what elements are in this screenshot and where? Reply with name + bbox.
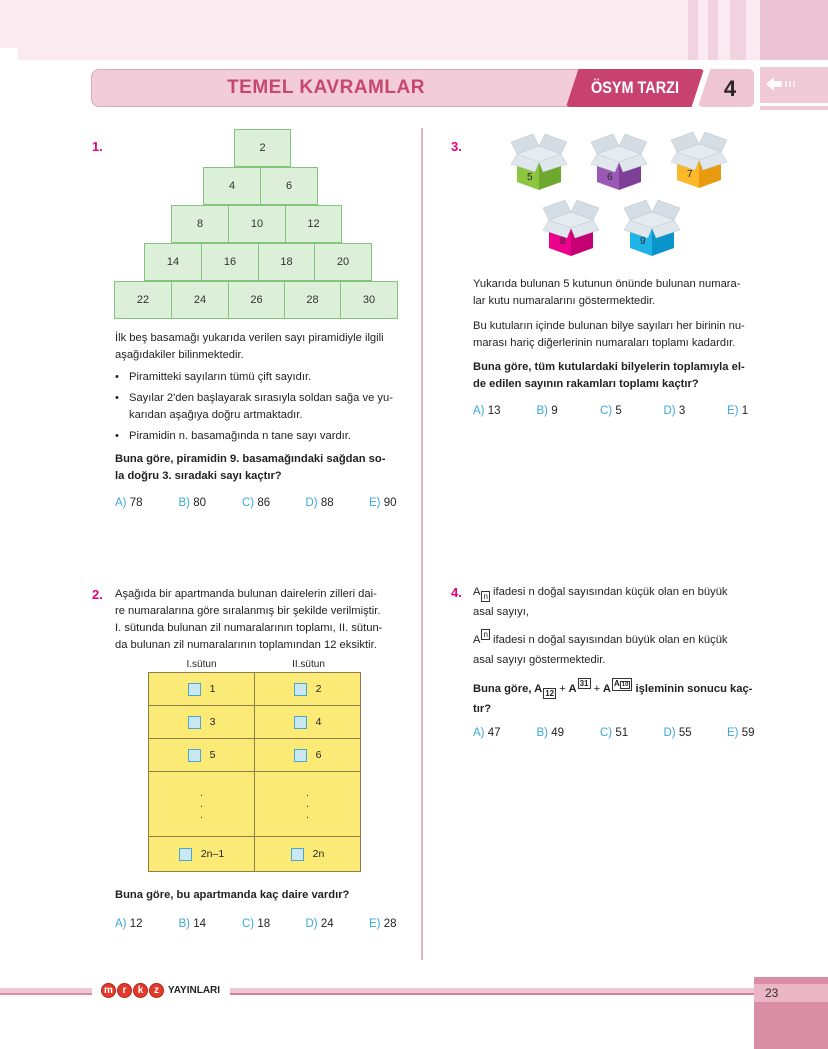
- doorbell-icon: [179, 848, 192, 861]
- choice-d[interactable]: D) 3: [663, 405, 686, 417]
- top-decoration-band: [0, 0, 828, 60]
- table-cell: 6: [255, 739, 360, 771]
- box-number: 9: [640, 236, 646, 247]
- box-icon: [509, 128, 569, 192]
- column-header-1: I.sütun: [186, 659, 217, 670]
- doorbell-icon: [294, 683, 307, 696]
- doorbell-table: [148, 672, 361, 872]
- question-number: 1.: [92, 139, 103, 154]
- pyramid-cell: 18: [258, 243, 315, 281]
- test-number: 4: [723, 76, 737, 101]
- doorbell-icon: [188, 749, 201, 762]
- choice-c[interactable]: C) 86: [242, 497, 271, 509]
- text-line: asal sayıyı göstermektedir.: [473, 654, 606, 666]
- pyramid-cell: 6: [260, 167, 318, 205]
- table-row: [149, 673, 360, 706]
- choice-b[interactable]: B) 14: [178, 918, 206, 930]
- vertical-ellipsis: . . .: [200, 787, 203, 821]
- pyramid-cell: 4: [203, 167, 261, 205]
- table-cell: 2: [255, 673, 360, 705]
- choice-e[interactable]: E) 90: [369, 497, 397, 509]
- top-decoration-stripe: [730, 0, 746, 60]
- fact-item: • Piramitteki sayıların tümü çift sayıdır.: [115, 369, 405, 386]
- choice-e[interactable]: E) 1: [727, 405, 749, 417]
- question-1-choices: [115, 497, 433, 509]
- pyramid-cell: 30: [340, 281, 398, 319]
- text-line: lar kutu numaralarını göstermektedir.: [473, 295, 656, 307]
- question-2-choices: [115, 918, 433, 930]
- choice-a[interactable]: A) 12: [115, 918, 143, 930]
- question-number: 2.: [92, 587, 103, 602]
- question-4-definition-2: [473, 629, 763, 670]
- choice-c[interactable]: C) 18: [242, 918, 271, 930]
- question-number: 4.: [451, 585, 462, 600]
- question-number: 3.: [451, 139, 462, 154]
- box-icon: [589, 128, 649, 192]
- text-line: Aşağıda bir apartmanda bulunan dairelerin zilleri dai-: [115, 588, 377, 600]
- pyramid-cell: 28: [284, 281, 341, 319]
- table-cell: 2n: [255, 837, 360, 871]
- pyramid-cell: 20: [314, 243, 372, 281]
- question-4-choices: [473, 727, 791, 739]
- style-tab-label: ÖSYM TARZI: [590, 78, 680, 97]
- choice-c[interactable]: C) 51: [600, 727, 629, 739]
- top-decoration-stripe: [708, 0, 718, 60]
- footer-rule-left: [0, 988, 92, 995]
- doorbell-icon: [188, 683, 201, 696]
- logo-letter-icon: m: [101, 983, 116, 998]
- footer-rule: [230, 988, 754, 995]
- subscript-box: n: [483, 592, 488, 601]
- box-number: 5: [527, 172, 533, 183]
- table-cell: 5: [149, 739, 255, 771]
- text-line: de edilen sayının rakamları toplamı kaçtır?: [473, 378, 699, 390]
- vertical-ellipsis: . . .: [306, 787, 309, 821]
- doorbell-icon: [294, 716, 307, 729]
- text-line: İlk beş basamağı yukarıda verilen sayı piramidiyle ilgili: [115, 332, 384, 344]
- table-row-ellipsis: [149, 772, 360, 837]
- text-line: asal sayıyı,: [473, 606, 529, 618]
- question-1-intro: [115, 330, 405, 364]
- nested-superscript-box: A 10: [612, 678, 632, 691]
- pyramid-cell: 14: [144, 243, 202, 281]
- question-2-prompt: Buna göre, bu apartmanda kaç daire vardır?: [115, 889, 350, 901]
- superscript-box: 31: [579, 679, 589, 688]
- text-line: Bu kutuların içinde bulunan bilye sayıları her birinin nu-: [473, 320, 745, 332]
- question-1-prompt: [115, 451, 405, 485]
- text-line: da bulunan zil numaralarının toplamından 12 eksiktir.: [115, 639, 377, 651]
- box-number: 8: [560, 236, 566, 247]
- text-line: Yukarıda bulunan 5 kutunun önünde bulunan numara-: [473, 278, 741, 290]
- choice-c[interactable]: C) 5: [600, 405, 622, 417]
- subscript-box: 12: [545, 689, 555, 698]
- text-line: Buna göre, piramidin 9. basamağındaki sağdan so-: [115, 453, 386, 465]
- top-decoration-stripe: [688, 0, 698, 60]
- publisher-name: YAYINLARI: [168, 985, 221, 996]
- question-3-prompt: [473, 359, 763, 393]
- box-icon: [622, 194, 682, 258]
- pyramid-cell: 26: [228, 281, 285, 319]
- pyramid-cell: 16: [201, 243, 259, 281]
- question-3-para-2: [473, 318, 763, 352]
- pyramid-cell: 10: [228, 205, 286, 243]
- choice-a[interactable]: A) 13: [473, 405, 501, 417]
- text-line: A n ifadesi n doğal sayısından küçük olan en büyük: [473, 586, 728, 601]
- top-decoration-notch: [0, 48, 18, 60]
- box-icon: [669, 126, 729, 190]
- choice-e[interactable]: E) 59: [727, 727, 755, 739]
- text-line: aşağıdakiler bilinmektedir.: [115, 349, 244, 361]
- text-line: tır?: [473, 703, 492, 715]
- pyramid-cell: 2: [234, 129, 291, 167]
- table-cell: [149, 772, 255, 836]
- box-icon: [541, 194, 601, 258]
- doorbell-icon: [294, 749, 307, 762]
- section-title: TEMEL KAVRAMLAR: [227, 77, 425, 98]
- pyramid-cell: 12: [285, 205, 342, 243]
- table-row: [149, 706, 360, 739]
- page-number: 23: [765, 986, 779, 1000]
- table-row: [149, 837, 360, 871]
- table-cell: 4: [255, 706, 360, 738]
- table-row: [149, 739, 360, 772]
- choice-d[interactable]: D) 24: [305, 918, 334, 930]
- text-line: re numaralarına göre sıralanmış bir şekilde verilmiştir.: [115, 605, 381, 617]
- fact-item: • Piramidin n. basamağında n tane sayı vardır.: [115, 428, 405, 445]
- table-cell: 1: [149, 673, 255, 705]
- text-line: A n ifadesi n doğal sayısından büyük olan en küçük: [473, 630, 728, 646]
- nav-block-underline: [760, 106, 828, 110]
- box-number: 6: [607, 172, 613, 183]
- column-divider: [421, 128, 423, 960]
- question-4-definition-1: [473, 582, 763, 622]
- choice-a[interactable]: A) 47: [473, 727, 501, 739]
- logo-letter-icon: z: [149, 983, 164, 998]
- text-line: I. sütunda bulunan zil numaralarının toplamı, II. sütun-: [115, 622, 383, 634]
- choice-a[interactable]: A) 78: [115, 497, 143, 509]
- superscript-box: n: [483, 630, 488, 639]
- table-cell: 2n–1: [149, 837, 255, 871]
- choice-b[interactable]: B) 9: [536, 405, 558, 417]
- text-line: la doğru 3. sıradaki sayı kaçtır?: [115, 470, 282, 482]
- pyramid-cell: 24: [171, 281, 229, 319]
- doorbell-icon: [291, 848, 304, 861]
- question-3-para-1: [473, 276, 763, 310]
- question-3-choices: [473, 405, 791, 417]
- arrow-left-icon: [766, 76, 800, 92]
- choice-e[interactable]: E) 28: [369, 918, 397, 930]
- choice-d[interactable]: D) 88: [305, 497, 334, 509]
- text-line: marası hariç diğerlerinin numaraları toplamı kadardır.: [473, 337, 736, 349]
- text-line: Buna göre, A 12 + A 31 + A A 10 işleminin sonucu kaç-: [473, 679, 753, 698]
- choice-d[interactable]: D) 55: [663, 727, 692, 739]
- question-4-prompt: [473, 678, 763, 719]
- publisher-logo: [101, 983, 220, 998]
- pyramid-cell: 8: [171, 205, 229, 243]
- choice-b[interactable]: B) 49: [536, 727, 564, 739]
- fact-item: • Sayılar 2'den başlayarak sırasıyla soldan sağa ve yu- karıdan aşağıya doğru artmaktadır.: [115, 390, 405, 424]
- question-1-facts: [115, 369, 405, 449]
- box-number: 7: [687, 169, 693, 180]
- doorbell-icon: [188, 716, 201, 729]
- top-right-decoration: [760, 0, 828, 60]
- logo-letter-icon: k: [133, 983, 148, 998]
- table-cell: 3: [149, 706, 255, 738]
- question-2-text: [115, 586, 405, 654]
- table-cell: [255, 772, 360, 836]
- choice-b[interactable]: B) 80: [178, 497, 206, 509]
- text-line: Buna göre, tüm kutulardaki bilyelerin toplamıyla el-: [473, 361, 745, 373]
- column-header-2: II.sütun: [292, 659, 325, 670]
- pyramid-cell: 22: [114, 281, 172, 319]
- logo-letter-icon: r: [117, 983, 132, 998]
